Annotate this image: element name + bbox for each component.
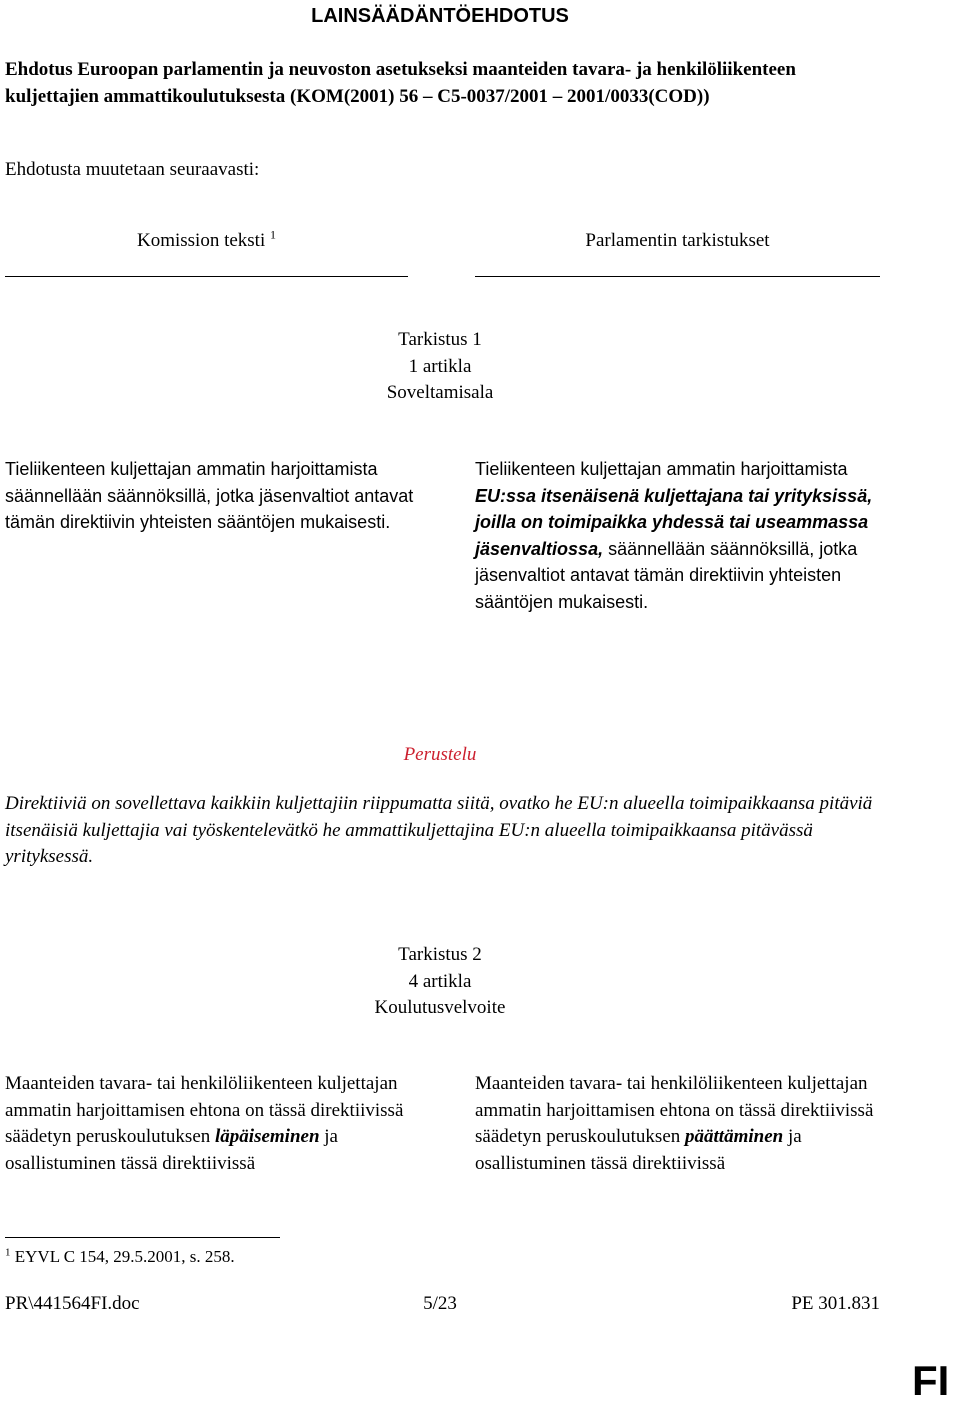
amendment-1-article: 1 artikla	[408, 355, 472, 377]
footnote-reference: 1	[270, 227, 276, 242]
amendment-2-commission-text	[5, 1071, 410, 1177]
justification-text: Direktiiviä on sovellettava kaikkiin kuljettajiin riippumatta siitä, ovatko he EU:n alueella toimipaikkaansa pitäviä itsenäisiä kuljettajia vai työskentelevätkö he ammattikuljettajina EU:n alueella toimipaikkaansa pitävässä yrityksessä.	[5, 793, 873, 867]
amendment-1-commission-text: Tieliikenteen kuljettajan ammatin harjoittamista säännellään säännöksillä, jotka jäsenvaltiot antavat tämän direktiivin yhteisten sääntöjen mukaisesti.	[5, 459, 414, 532]
amendment-2-number: Tarkistus 2	[398, 944, 482, 965]
document-heading: LAINSÄÄDÄNTÖEHDOTUS	[311, 5, 569, 27]
footer-doc-ref: PR\441564FI.doc	[5, 1293, 140, 1314]
commission-text-header	[5, 228, 408, 255]
commission-text-header-label: Komission teksti	[136, 230, 266, 251]
footer-page-number: 5/23	[423, 1293, 457, 1314]
intro-text: Ehdotusta muutetaan seuraavasti:	[5, 159, 260, 180]
commission-text-part: ja osallistuminen tässä direktiivissä	[5, 1126, 338, 1174]
amendment-1-parliament-text	[475, 456, 895, 615]
amendment-2-subject: Koulutusvelvoite	[374, 997, 506, 1018]
parliament-text-emphasis: päättäminen	[685, 1126, 784, 1147]
amendment-1-heading	[0, 327, 880, 407]
amendment-1-subject: Soveltamisala	[386, 382, 494, 403]
parliament-amendments-header: Parlamentin tarkistukset	[585, 230, 770, 251]
language-code: FI	[912, 1357, 950, 1404]
footnote	[5, 1247, 235, 1267]
parliament-text-part: säännellään säännöksillä, jotka jäsenvaltiot antavat tämän direktiivin yhteisten sääntöjen mukaisesti.	[475, 538, 858, 612]
footer-pe-ref: PE 301.831	[791, 1293, 880, 1314]
commission-text-emphasis: läpäiseminen	[215, 1126, 320, 1147]
amendment-2-heading	[0, 942, 880, 1022]
parliament-text-part: Tieliikenteen kuljettajan ammatin harjoittamista	[475, 459, 848, 479]
amendment-2-parliament-text	[475, 1071, 880, 1177]
commission-text-part: Maanteiden tavara- tai henkilöliikenteen kuljettajan ammatin harjoittamisen ehtona on tässä direktiivissä säädetyn peruskoulutuksen	[5, 1073, 404, 1147]
footnote-rule	[5, 1237, 280, 1238]
parliament-text-part: Maanteiden tavara- tai henkilöliikenteen kuljettajan ammatin harjoittamisen ehtona on tässä direktiivissä säädetyn peruskoulutuksen	[475, 1073, 874, 1147]
footnote-text: EYVL C 154, 29.5.2001, s. 258.	[10, 1247, 235, 1266]
justification-heading: Perustelu	[403, 744, 477, 765]
proposal-title: Ehdotus Euroopan parlamentin ja neuvoston asetukseksi maanteiden tavara- ja henkilöliikenteen kuljettajien ammattikoulutuksesta (KOM(2001) 56 – C5-0037/2001 – 2001/0033(COD))	[5, 59, 796, 107]
footnote-marker: 1	[5, 1246, 11, 1259]
parliament-text-emphasis: EU:ssa itsenäisenä kuljettajana tai yrityksissä, joilla on toimipaikka yhdessä tai useammassa jäsenvaltiossa,	[475, 485, 873, 559]
amendment-2-article: 4 artikla	[408, 970, 472, 992]
column-rule-left	[5, 276, 408, 277]
parliament-text-part: ja osallistuminen tässä direktiivissä	[475, 1126, 802, 1174]
column-rule-right	[475, 276, 880, 277]
amendment-1-number: Tarkistus 1	[398, 329, 482, 350]
